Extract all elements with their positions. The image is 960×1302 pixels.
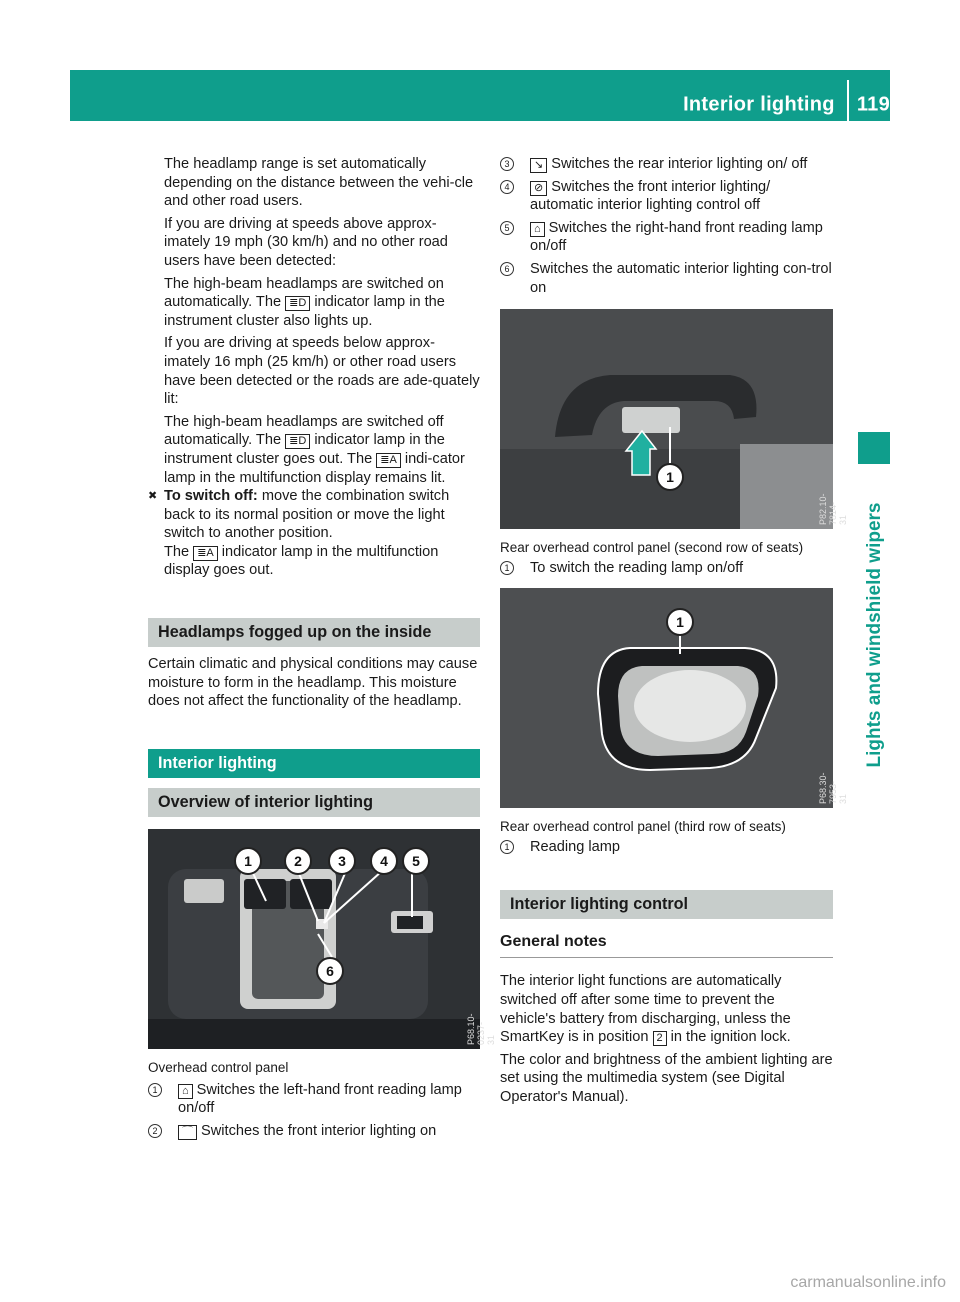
high-beam-icon: ≣D: [285, 296, 310, 311]
adaptive-high-beam-icon: ≣A: [193, 546, 218, 561]
action-switch-off: ✖ To switch off: move the combination switch back to its normal position or move the light switch to another position. The ≣A indicator lamp in the multifunction display goes out.: [148, 488, 450, 579]
photo-id: P68.10-0237-31: [466, 1013, 496, 1045]
paragraph: The high-beam headlamps are switched on automatically. The ≣D indicator lamp in the instrument cluster also lights up.: [164, 275, 445, 329]
callout-1: 1: [234, 847, 262, 875]
number-badge: 1: [500, 840, 514, 854]
list-item: 1 To switch the reading lamp on/off: [500, 559, 833, 578]
paragraph: The high-beam headlamps are switched off automatically. The ≣D indicator lamp in the instrument cluster goes out. The ≣A indi-cator lamp in the multifunction display remains lit.: [164, 413, 465, 486]
number-badge: 2: [148, 1124, 162, 1138]
reading-lamp-icon: ⌂: [178, 1084, 193, 1099]
callout-1: 1: [656, 463, 684, 491]
number-badge: 1: [500, 561, 514, 575]
list-item: 1 Reading lamp: [500, 838, 833, 857]
paragraph: The color and brightness of the ambient lighting are set using the multimedia system (see Digital Operator's Manual).: [500, 1051, 833, 1105]
paragraph: The headlamp range is set automatically depending on the distance between the vehi-cle and other road users.: [164, 156, 474, 210]
number-badge: 5: [500, 221, 514, 235]
reading-lamp-icon: ⌂: [530, 222, 545, 237]
overhead-panel-photo: [148, 829, 496, 1049]
footer-watermark: carmanualsonline.info: [790, 1274, 946, 1291]
high-beam-icon: ≣D: [285, 434, 310, 449]
photo-id: P82.10-7814-31: [818, 493, 848, 526]
interior-light-off-icon: ⊘: [530, 181, 547, 196]
photo-id: P68.30-7953-31: [818, 772, 848, 804]
callout-3: 3: [328, 847, 356, 875]
rear-interior-light-icon: ↘: [530, 158, 547, 173]
chapter-heading: Interior lighting: [148, 749, 480, 778]
list-item: 5 ⌂ Switches the right-hand front reading lamp on/off: [500, 219, 833, 256]
header-separator: [847, 80, 849, 122]
key-position-icon: 2: [653, 1031, 667, 1046]
number-badge: 1: [148, 1083, 162, 1097]
photo-caption: Rear overhead control panel (third row of seats): [500, 818, 786, 834]
photo-caption: Overhead control panel: [148, 1059, 289, 1075]
section-heading: Interior lighting control: [500, 890, 833, 919]
callout-4: 4: [370, 847, 398, 875]
section-heading: Overview of interior lighting: [148, 788, 480, 817]
callout-5: 5: [402, 847, 430, 875]
header-title: Interior lighting: [683, 93, 835, 116]
paragraph: If you are driving at speeds below approx-imately 16 mph (25 km/h) or other road users have been detected or the roads are ade-quately lit:: [164, 335, 480, 408]
subsection-heading: General notes: [500, 933, 833, 958]
list-item: 2 ⌒ Switches the front interior lighting on: [148, 1122, 480, 1141]
rear-panel-photo-third-row: [500, 588, 848, 808]
action-arrow-icon: ✖: [148, 490, 158, 503]
number-badge: 6: [500, 262, 514, 276]
number-badge: 4: [500, 180, 514, 194]
side-tab: [858, 432, 890, 464]
list-item: 4 ⊘ Switches the front interior lighting/ automatic interior lighting control off: [500, 178, 833, 215]
left-column: [148, 155, 496, 1145]
side-label: Lights and windshield wipers: [864, 502, 885, 768]
callout-1: 1: [666, 608, 694, 636]
list-item: 6 Switches the automatic interior lighting con-trol on: [500, 260, 833, 297]
photo-caption: Rear overhead control panel (second row of seats): [500, 540, 804, 556]
header: [683, 84, 890, 126]
list-item: 3 ↘ Switches the rear interior lighting on/ off: [500, 155, 833, 174]
paragraph: Certain climatic and physical conditions may cause moisture to form in the headlamp. This moisture does not affect the functionality of the headlamp.: [148, 656, 478, 710]
number-badge: 3: [500, 157, 514, 171]
list-item: 1 ⌂ Switches the left-hand front reading lamp on/off: [148, 1081, 480, 1118]
right-column: [500, 155, 848, 1107]
front-interior-light-icon: ⌒: [178, 1125, 197, 1140]
paragraph: The interior light functions are automatically switched off after some time to prevent the vehicle's battery from discharging, unless the SmartKey is in position 2 in the ignition lock.: [500, 973, 791, 1046]
callout-2: 2: [284, 847, 312, 875]
section-heading: Headlamps fogged up on the inside: [148, 618, 480, 647]
page-number: 119: [856, 93, 890, 116]
callout-6: 6: [316, 957, 344, 985]
rear-panel-photo-second-row: [500, 309, 848, 529]
paragraph: If you are driving at speeds above approx-imately 19 mph (30 km/h) and no other road users have been detected:: [164, 215, 448, 269]
adaptive-high-beam-icon: ≣A: [376, 453, 401, 468]
